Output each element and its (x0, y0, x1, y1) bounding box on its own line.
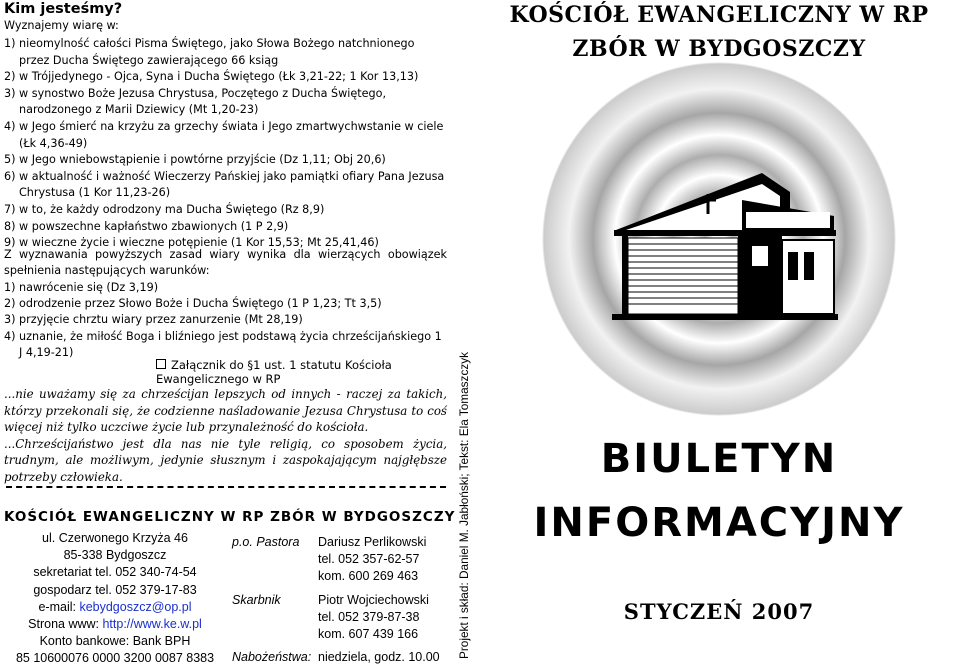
list-item: 9) w wieczne życie i wieczne potępienie (1 Kor 15,53; Mt 25,41,46) (4, 236, 379, 250)
www-line (4, 616, 226, 633)
list-item: 2) w Trójjedynego - Ojca, Syna i Ducha Świętego (Łk 3,21-22; 1 Kor 13,13) (4, 70, 419, 84)
email-label: e-mail: (38, 599, 80, 614)
staff-role: p.o. Pastora (232, 535, 300, 549)
list-item: 6) w aktualność i ważność Wieczerzy Pańskiej jako pamiątki ofiary Pana Jezusa Chrystusa (1 Kor 11,23-26) (4, 169, 445, 200)
account-number: 85 10600076 0000 3200 0087 8383 (15, 651, 215, 666)
checkbox-icon (156, 359, 166, 369)
staff-name: Piotr Wojciechowski (318, 592, 429, 607)
service-time: niedziela, godz. 10.00 (318, 650, 440, 665)
contact-block (4, 530, 226, 668)
staff-name: Dariusz Perlikowski (318, 535, 427, 549)
section-heading: Kim jesteśmy? (4, 1, 123, 17)
attachment-note (156, 358, 450, 386)
quote-paragraph: ...Chrześcijaństwo jest dla nas nie tyle religią, co sposobem życia, trudnym, ale możliwym, jedynie słusznym i zaspokajającym najgłębsze potrzeby człowieka. (4, 436, 447, 484)
footer-title-church: KOŚCIÓŁ EWANGELICZNY W RP (4, 509, 265, 525)
cover-title-congregation: ZBÓR W BYDGOSZCZY (572, 36, 866, 62)
creed-list (4, 36, 447, 252)
list-item: 4) w Jego śmierć na krzyżu za grzechy świata i Jego zmartwychwstanie w ciele (Łk 4,36-49) (4, 119, 444, 150)
quote-paragraph: ...nie uważamy się za chrześcijan lepszych od innych - raczej za takich, którzy przekonali się, że codzienne naśladowanie Jezusa Chrystusa to coś więcej niż tylko uczciwe życie lub przynależność do kościoła. (4, 387, 447, 435)
address-line: ul. Czerwonego Krzyża 46 (42, 531, 188, 545)
list-item: 1) nawrócenie się (Dz 3,19) (4, 281, 159, 294)
list-item: 4) uznanie, że miłość Boga i bliźniego jest podstawą życia chrześcijańskiego 1 J 4,19-21) (4, 329, 442, 359)
list-item: 3) w synostwo Boże Jezusa Chrystusa, Poczętego z Ducha Świętego, narodzonego z Marii Dziewicy (Mt 1,20-23) (4, 86, 387, 117)
list-item: 1) nieomylność całości Pisma Świętego, jako Słowa Bożego natchnionego przez Ducha Świętego zawierającego 66 ksiąg (4, 37, 415, 67)
list-item: 3) przyjęcie chrztu wiary przez zanurzenie (Mt 28,19) (4, 313, 303, 327)
staff-row-treasurer (232, 592, 452, 644)
www-label: Strona www: (28, 617, 103, 632)
list-item: 8) w powszechne kapłaństwo zbawionych (1 P 2,9) (4, 219, 289, 233)
right-panel (478, 0, 960, 661)
staff-role: Nabożeństwa: (232, 650, 312, 665)
list-item: 2) odrodzenie przez Słowo Boże i Ducha Świętego (1 P 1,23; Tt 3,5) (4, 297, 382, 311)
email-line (4, 599, 226, 616)
creed-intro: Wyznajemy wiarę w: (4, 19, 119, 32)
bulletin-title: BIULETYN (600, 436, 838, 482)
host-phone: gospodarz tel. 052 379-17-83 (33, 582, 197, 597)
secretariat-phone: sekretariat tel. 052 340-74-54 (33, 565, 197, 580)
staff-block (232, 534, 452, 666)
issue-date: STYCZEŃ 2007 (623, 599, 815, 624)
dashed-divider (6, 486, 446, 488)
quote-block (4, 386, 447, 486)
church-building-icon (612, 170, 838, 322)
obligations-intro: Z wyznawania powyższych zasad wiary wynika dla wierzących obowiązek spełnienia następujących warunków: (4, 248, 447, 278)
bank-line: Konto bankowe: Bank BPH (39, 634, 191, 649)
list-item: 5) w Jego wniebowstąpienie i powtórne przyjście (Dz 1,11; Obj 20,6) (4, 153, 386, 167)
footer-church-name (4, 509, 456, 525)
staff-mobile: kom. 600 269 463 (318, 569, 419, 584)
bulletin-subtitle: INFORMACYJNY (533, 500, 905, 546)
address-line: 85-338 Bydgoszcz (63, 548, 167, 563)
staff-phone: tel. 052 357-62-57 (318, 552, 420, 567)
staff-mobile: kom. 607 439 166 (318, 627, 419, 642)
staff-row-pastor (232, 534, 452, 586)
left-panel (0, 0, 456, 666)
www-link[interactable]: http://www.ke.w.pl (102, 617, 202, 632)
vertical-credit: Projekt i skład: Daniel M. Jabłoński; Tekst: Ela Tomaszczyk (457, 351, 471, 659)
staff-role: Skarbnik (232, 592, 281, 607)
obligations-list (4, 280, 447, 361)
cover-title-church: KOŚCIÓŁ EWANGELICZNY W RP (509, 2, 929, 28)
staff-phone: tel. 052 379-87-38 (318, 609, 420, 624)
staff-row-services (232, 649, 452, 666)
email-link[interactable]: kebydgoszcz@op.pl (79, 599, 192, 614)
attachment-text: Załącznik do §1 ust. 1 statutu Kościoła Ewangelicznego w RP (156, 358, 392, 386)
list-item: 7) w to, że każdy odrodzony ma Ducha Świętego (Rz 8,9) (4, 202, 325, 216)
footer-title-congregation: ZBÓR W BYDGOSZCZY (270, 509, 456, 525)
